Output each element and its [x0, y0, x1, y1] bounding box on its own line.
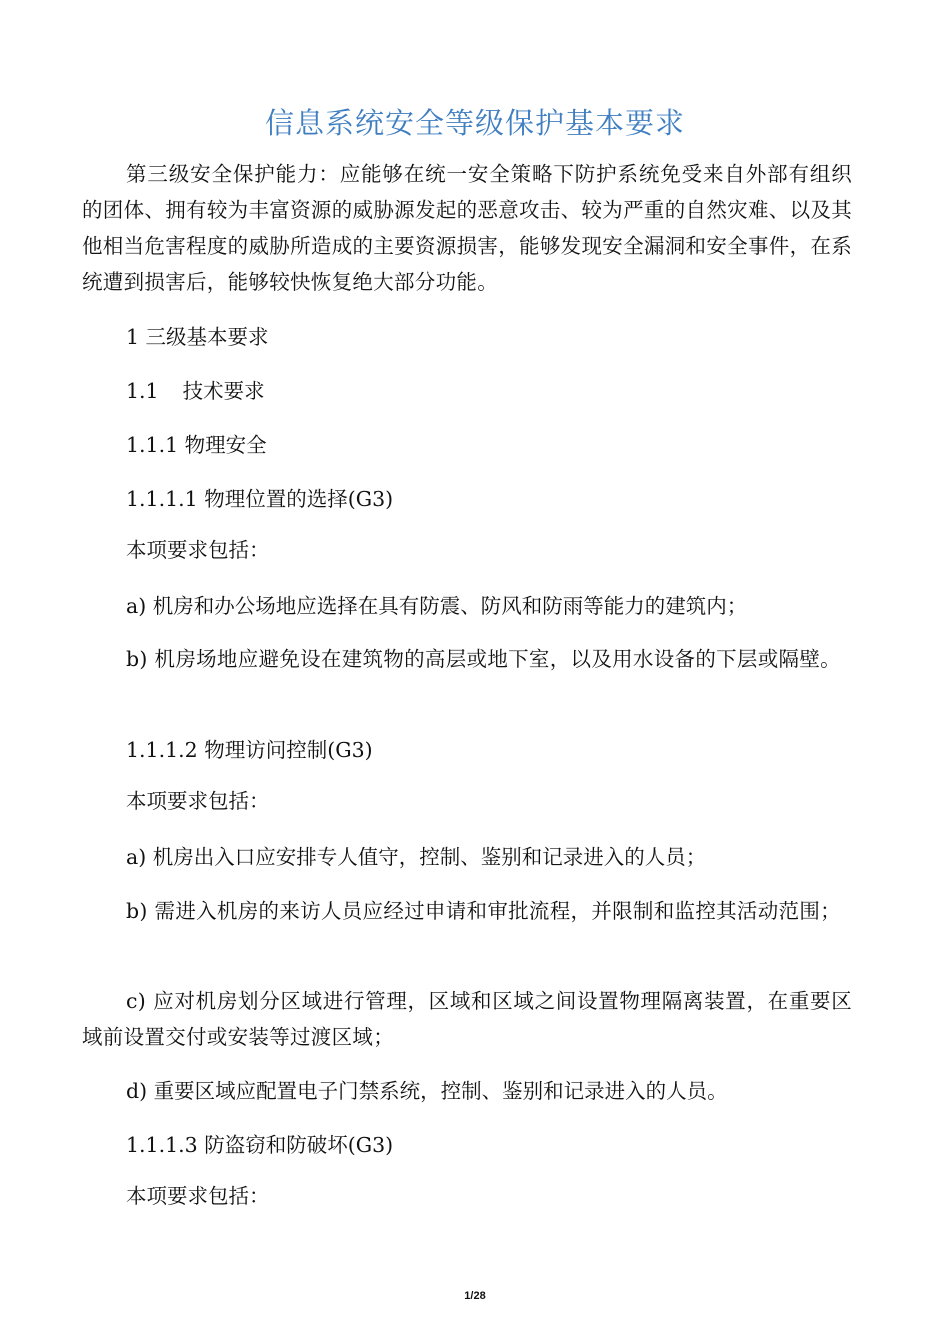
list-item: b) 需进入机房的来访人员应经过申请和审批流程，并限制和监控其活动范围； [126, 899, 841, 923]
list-item: d) 重要区域应配置电子门禁系统，控制、鉴别和记录进入的人员。 [126, 1079, 728, 1103]
heading-level-2 [126, 376, 265, 406]
section-lead: 本项要求包括： [126, 1184, 270, 1208]
heading-level-3: 1.1.1 物理安全 [126, 433, 267, 457]
heading-level-1: 1 三级基本要求 [126, 325, 269, 349]
list-item: c) 应对机房划分区域进行管理，区域和区域之间设置物理隔离装置，在重要区域前设置交付或安装等过渡区域； [82, 989, 852, 1049]
page-title: 信息系统安全等级保护基本要求 [264, 106, 685, 140]
page-number: 1/28 [464, 1290, 486, 1302]
heading-number: 1.1 [126, 379, 159, 403]
heading-text: 技术要求 [182, 379, 265, 403]
intro-paragraph: 第三级安全保护能力：应能够在统一安全策略下防护系统免受来自外部有组织的团体、拥有较为丰富资源的威胁源发起的恶意攻击、较为严重的自然灾难、以及其他相当危害程度的威胁所造成的主要资源损害，能够发现安全漏洞和安全事件，在系统遭到损害后，能够较快恢复绝大部分功能。 [82, 162, 852, 294]
list-item: b) 机房场地应避免设在建筑物的高层或地下室，以及用水设备的下层或隔壁。 [126, 647, 841, 671]
section-title-anti-theft: 1.1.1.3 防盗窃和防破坏(G3) [126, 1133, 394, 1157]
section-title-access-control: 1.1.1.2 物理访问控制(G3) [126, 738, 373, 762]
section-title-location: 1.1.1.1 物理位置的选择(G3) [126, 487, 394, 511]
list-item: a) 机房出入口应安排专人值守，控制、鉴别和记录进入的人员； [126, 845, 707, 869]
section-lead: 本项要求包括： [126, 538, 270, 562]
list-item: a) 机房和办公场地应选择在具有防震、防风和防雨等能力的建筑内； [126, 594, 748, 618]
section-lead: 本项要求包括： [126, 789, 270, 813]
